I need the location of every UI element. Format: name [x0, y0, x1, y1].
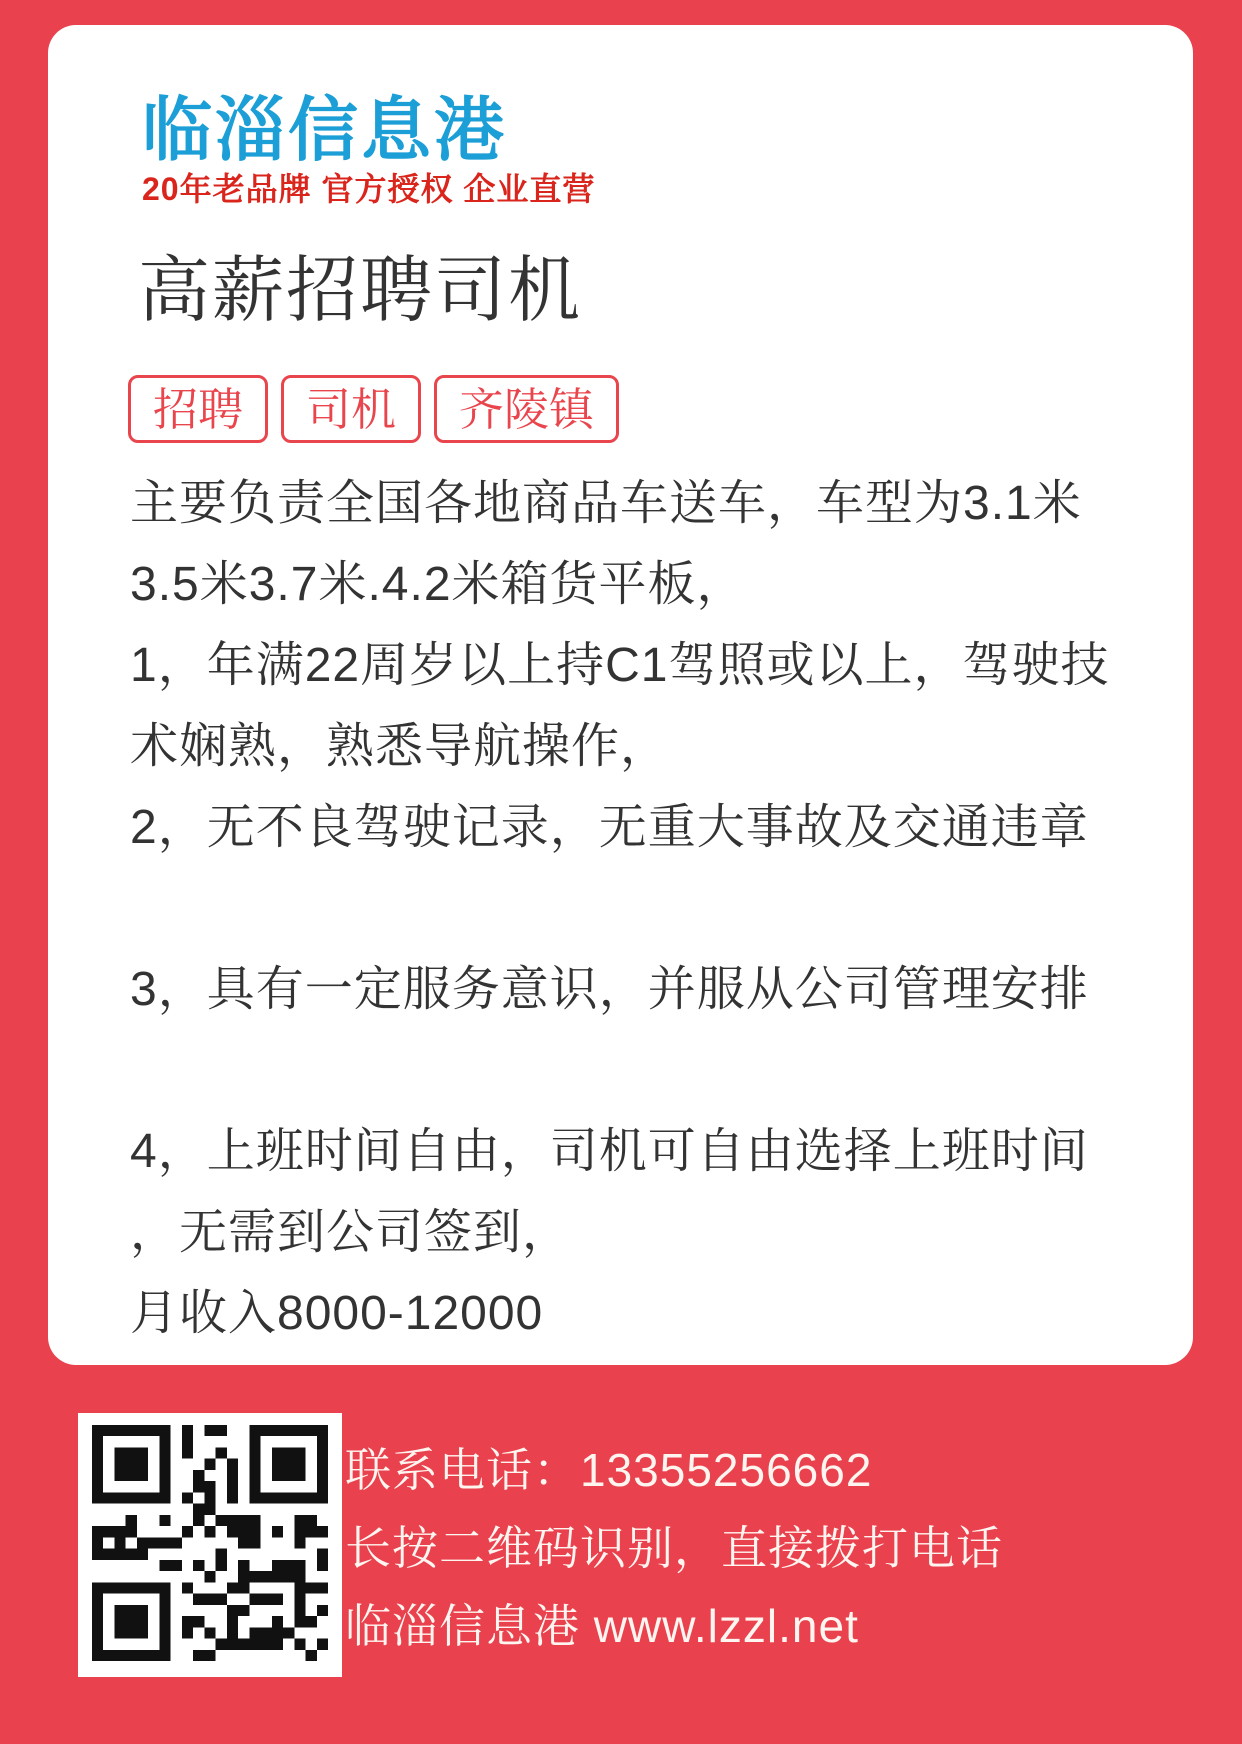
contact-phone[interactable]: 联系电话：13355256662 — [345, 1444, 873, 1496]
tag-list — [128, 375, 619, 443]
site-link[interactable]: 临淄信息港 www.lzzl.net — [345, 1600, 859, 1652]
description-line: 3.5米3.7米.4.2米箱货平板， — [130, 558, 746, 611]
description-line: 2，无不良驾驶记录，无重大事故及交通违章 — [130, 801, 1089, 854]
job-description — [130, 463, 1140, 1354]
description-line: 术娴熟，熟悉导航操作， — [130, 720, 670, 773]
qr-code-svg — [92, 1425, 328, 1666]
description-line: 1，年满22周岁以上持C1驾照或以上，驾驶技 — [130, 639, 1110, 692]
job-tag[interactable]: 司机 — [281, 375, 421, 443]
description-line: 3，具有一定服务意识，并服从公司管理安排 — [130, 963, 1089, 1016]
site-logo-subtitle: 20年老品牌 官方授权 企业直营 — [142, 171, 596, 207]
description-line — [130, 868, 1140, 949]
job-title: 高薪招聘司机 — [138, 251, 583, 331]
site-logo-title: 临淄信息港 — [142, 91, 507, 169]
site-logo — [142, 91, 596, 207]
description-line — [130, 1030, 1140, 1111]
job-tag[interactable]: 招聘 — [128, 375, 268, 443]
description-line: 4，上班时间自由，司机可自由选择上班时间 — [130, 1125, 1089, 1178]
qr-hint-text: 长按二维码识别，直接拨打电话 — [345, 1522, 1003, 1574]
description-line: 主要负责全国各地商品车送车，车型为3.1米 — [130, 477, 1082, 530]
job-post-card — [48, 25, 1193, 1365]
contact-block — [345, 1431, 1003, 1665]
description-line: ，无需到公司签到， — [130, 1206, 572, 1259]
job-tag[interactable]: 齐陵镇 — [434, 375, 619, 443]
description-line: 月收入8000-12000 — [130, 1287, 544, 1340]
qr-code[interactable] — [78, 1413, 342, 1677]
